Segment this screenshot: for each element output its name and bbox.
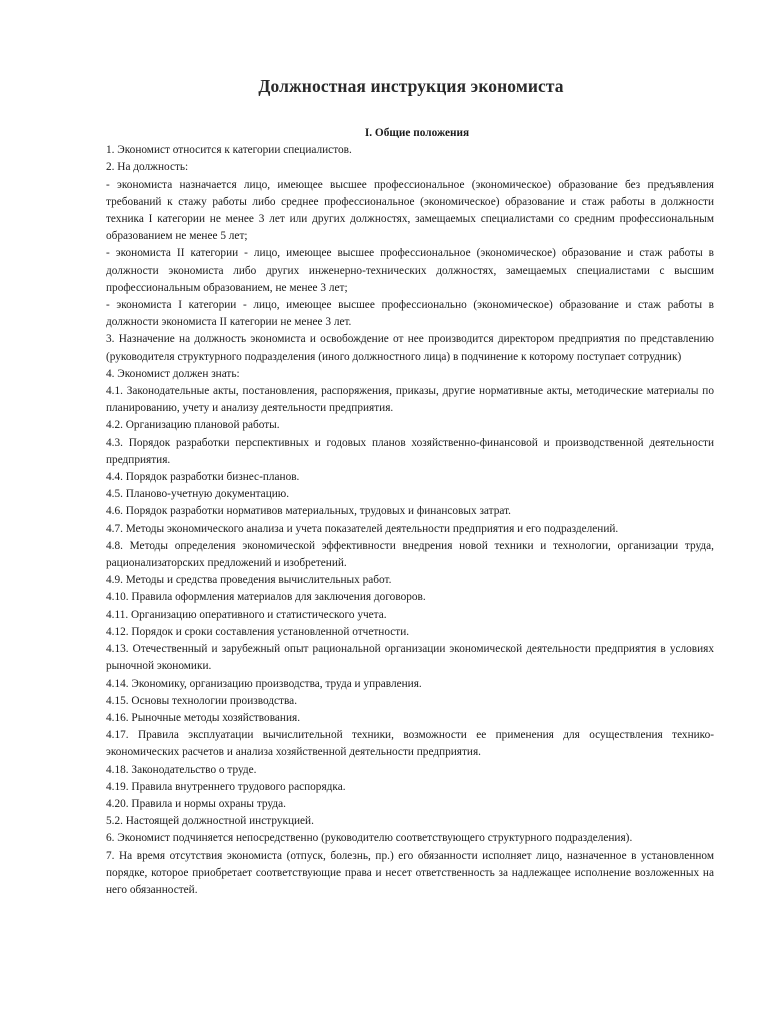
paragraph: 4. Экономист должен знать:	[106, 367, 240, 380]
section-heading: I. Общие положения	[364, 127, 470, 139]
paragraph: 4.5. Планово-учетную документацию.	[106, 488, 290, 501]
paragraph: 4.7. Методы экономического анализа и учета показателей деятельности предприятия и его подразделений.	[106, 522, 619, 535]
paragraph: 4.9. Методы и средства проведения вычислительных работ.	[106, 574, 392, 587]
paragraph: - экономиста назначается лицо, имеющее высшее профессиональное (экономическое) образование без предъявления требований к стажу работы либо среднее профессиональное (экономическое) образование и стаж работы в должности техника I категории не менее 3 лет или других должностях, замещаемых специалистами со средним профессиональным образованием не менее 5 лет;	[106, 178, 714, 243]
document-title: Должностная инструкция экономиста	[258, 76, 564, 96]
paragraph: 4.12. Порядок и сроки составления установленной отчетности.	[106, 625, 410, 638]
paragraph: 4.20. Правила и нормы охраны труда.	[106, 797, 286, 810]
paragraph: 4.10. Правила оформления материалов для заключения договоров.	[106, 591, 426, 604]
paragraph: 1. Экономист относится к категории специалистов.	[106, 144, 352, 157]
paragraph: 7. На время отсутствия экономиста (отпуск, болезнь, пр.) его обязанности исполняет лицо, назначенное в установленном порядке, которое приобретает соответствующие права и несет ответственность за надлежащее исполнение возложенных на него обязанностей.	[106, 849, 714, 896]
paragraph: 4.6. Порядок разработки нормативов материальных, трудовых и финансовых затрат.	[106, 505, 511, 518]
document-body	[106, 125, 714, 899]
paragraph: 4.13. Отечественный и зарубежный опыт рациональной организации экономической деятельности предприятия в условиях рыночной экономики.	[106, 643, 714, 673]
paragraph: 4.8. Методы определения экономической эффективности внедрения новой техники и технологии, организации труда, рационализаторских предложений и изобретений.	[106, 539, 714, 570]
paragraph: 4.15. Основы технологии производства.	[106, 694, 298, 707]
paragraph: 4.16. Рыночные методы хозяйствования.	[106, 711, 301, 724]
paragraph: 4.19. Правила внутреннего трудового распорядка.	[106, 780, 346, 793]
paragraph: - экономиста I категории - лицо, имеющее высшее профессионально (экономическое) образование и стаж работы в должности экономиста II категории не менее 3 лет.	[106, 299, 714, 329]
paragraph: 5.2. Настоящей должностной инструкцией.	[106, 815, 314, 828]
paragraph: 4.14. Экономику, организацию производства, труда и управления.	[106, 677, 422, 690]
paragraph: 4.4. Порядок разработки бизнес-планов.	[106, 471, 300, 484]
paragraph: - экономиста II категории - лицо, имеющее высшее профессиональное (экономическое) образование и стаж работы в должности экономиста либо других инженерно-технических должностях, замещаемых специалистами с высшим профессиональным образованием, не менее 3 лет;	[106, 247, 714, 294]
paragraph: 3. Назначение на должность экономиста и освобождение от нее производится директором предприятия по представлению (руководителя структурного подразделения (иного должностного лица) в подчинение к которому поступает сотрудник)	[106, 333, 714, 363]
paragraph: 4.17. Правила эксплуатации вычислительной техники, возможности ее применения для осуществления технико-экономических расчетов и анализа хозяйственной деятельности предприятия.	[106, 729, 714, 759]
paragraph: 2. На должность:	[106, 161, 189, 174]
paragraph: 4.18. Законодательство о труде.	[106, 763, 257, 776]
paragraph: 4.11. Организацию оперативного и статистического учета.	[106, 608, 387, 621]
paragraph: 4.2. Организацию плановой работы.	[106, 419, 280, 432]
paragraph: 4.1. Законодательные акты, постановления, распоряжения, приказы, другие нормативные акты, методические материалы по планированию, учету и анализу деятельности предприятия.	[106, 385, 714, 415]
paragraph: 4.3. Порядок разработки перспективных и годовых планов хозяйственно-финансовой и производственной деятельности предприятия.	[106, 436, 714, 466]
paragraph: 6. Экономист подчиняется непосредственно (руководителю соответствующего структурного подразделения).	[106, 832, 633, 845]
